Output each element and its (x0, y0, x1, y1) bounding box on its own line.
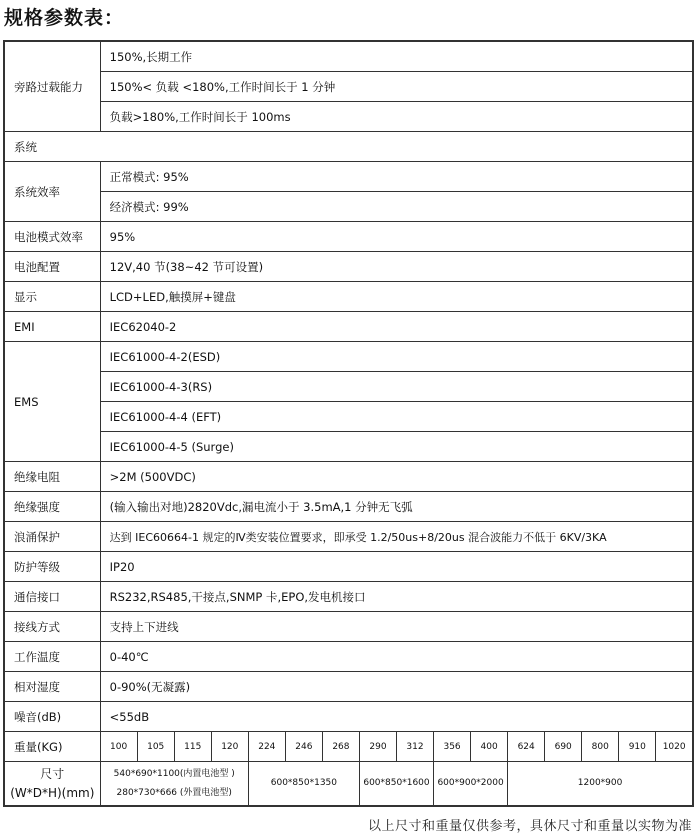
table-row (4, 612, 693, 642)
table-row (4, 582, 693, 612)
table-row (4, 642, 693, 672)
weight-cell: 268 (322, 732, 359, 762)
weight-cell: 690 (545, 732, 582, 762)
weight-cell: 120 (211, 732, 248, 762)
row-value: (输入输出对地)2820Vdc,漏电流小于 3.5mA,1 分钟无飞弧 (100, 492, 693, 522)
row-label: 相对湿度 (4, 672, 100, 702)
table-row (4, 552, 693, 582)
row-value: RS232,RS485,干接点,SNMP 卡,EPO,发电机接口 (100, 582, 693, 612)
table-row (4, 192, 693, 222)
page-title: 规格参数表： (4, 7, 125, 29)
row-value: LCD+LED,触摸屏+键盘 (100, 282, 693, 312)
row-label: 噪音(dB) (4, 702, 100, 732)
row-label: 工作温度 (4, 642, 100, 672)
table-row (4, 462, 693, 492)
weight-row (4, 732, 693, 762)
table-row (4, 282, 693, 312)
row-label: EMS (4, 342, 100, 462)
row-value: IEC62040-2 (100, 312, 693, 342)
row-value: 正常模式: 95% (100, 162, 693, 192)
size-cell (100, 762, 248, 807)
weight-cell: 400 (471, 732, 508, 762)
table-row (4, 162, 693, 192)
size-cell: 1200*900 (508, 762, 693, 807)
size-label (4, 762, 100, 807)
row-label: 显示 (4, 282, 100, 312)
row-label: 系统效率 (4, 162, 100, 222)
row-value: IP20 (100, 552, 693, 582)
table-row (4, 432, 693, 462)
row-value: 0-90%(无凝露) (100, 672, 693, 702)
row-value: IEC61000-4-2(ESD) (100, 342, 693, 372)
table-row (4, 312, 693, 342)
size-cell: 600*850*1600 (359, 762, 433, 807)
row-value: 0-40℃ (100, 642, 693, 672)
row-value: 经济模式: 99% (100, 192, 693, 222)
row-value: 150%< 负载 <180%,工作时间长于 1 分钟 (100, 72, 693, 102)
row-label: 浪涌保护 (4, 522, 100, 552)
weight-cell: 312 (397, 732, 434, 762)
table-row (4, 372, 693, 402)
row-label: 旁路过载能力 (4, 41, 100, 132)
table-row (4, 702, 693, 732)
row-value: IEC61000-4-3(RS) (100, 372, 693, 402)
row-label: 防护等级 (4, 552, 100, 582)
section-header-row (4, 132, 693, 162)
row-value: 负载>180%,工作时间长于 100ms (100, 102, 693, 132)
row-label: EMI (4, 312, 100, 342)
table-row (4, 522, 693, 552)
row-value: 支持上下进线 (100, 612, 693, 642)
weight-cell: 224 (248, 732, 285, 762)
weight-cell: 624 (508, 732, 545, 762)
row-label: 电池模式效率 (4, 222, 100, 252)
row-value: 达到 IEC60664-1 规定的Ⅳ类安装位置要求，即承受 1.2/50us+8/20us 混合波能力不低于 6KV/3KA (100, 522, 693, 552)
weight-cell: 356 (434, 732, 471, 762)
row-label: 绝缘强度 (4, 492, 100, 522)
weight-label: 重量(KG) (4, 732, 100, 762)
weight-cell: 246 (285, 732, 322, 762)
weight-cell: 1020 (656, 732, 693, 762)
spec-table (3, 40, 694, 807)
row-label: 电池配置 (4, 252, 100, 282)
table-row (4, 102, 693, 132)
size-cell: 600*900*2000 (434, 762, 508, 807)
row-value: 95% (100, 222, 693, 252)
row-value: IEC61000-4-5 (Surge) (100, 432, 693, 462)
row-value: 150%,长期工作 (100, 41, 693, 72)
footnote: 以上尺寸和重量仅供参考，具休尺寸和重量以实物为准 (367, 819, 692, 834)
table-row (4, 402, 693, 432)
row-value: <55dB (100, 702, 693, 732)
table-row (4, 41, 693, 72)
size-label-line2: (W*D*H)(mm) (10, 785, 95, 800)
row-label: 绝缘电阻 (4, 462, 100, 492)
row-value: >2M (500VDC) (100, 462, 693, 492)
table-row (4, 222, 693, 252)
weight-cell: 105 (137, 732, 174, 762)
size-cell-line2: 280*730*666 (外置电池型) (116, 787, 232, 798)
size-cell: 600*850*1350 (248, 762, 359, 807)
table-row (4, 492, 693, 522)
table-row (4, 252, 693, 282)
weight-cell: 800 (582, 732, 619, 762)
weight-cell: 115 (174, 732, 211, 762)
row-label: 接线方式 (4, 612, 100, 642)
weight-cell: 910 (619, 732, 656, 762)
table-row (4, 72, 693, 102)
row-value: 12V,40 节(38~42 节可设置) (100, 252, 693, 282)
size-label-line1: 尺寸 (40, 766, 65, 781)
table-row (4, 672, 693, 702)
size-cell-line1: 540*690*1100(内置电池型 ) (113, 768, 235, 779)
size-row (4, 762, 693, 807)
section-header: 系统 (4, 132, 693, 162)
row-label: 通信接口 (4, 582, 100, 612)
weight-cell: 290 (359, 732, 396, 762)
table-row (4, 342, 693, 372)
row-value: IEC61000-4-4 (EFT) (100, 402, 693, 432)
weight-cell: 100 (100, 732, 137, 762)
